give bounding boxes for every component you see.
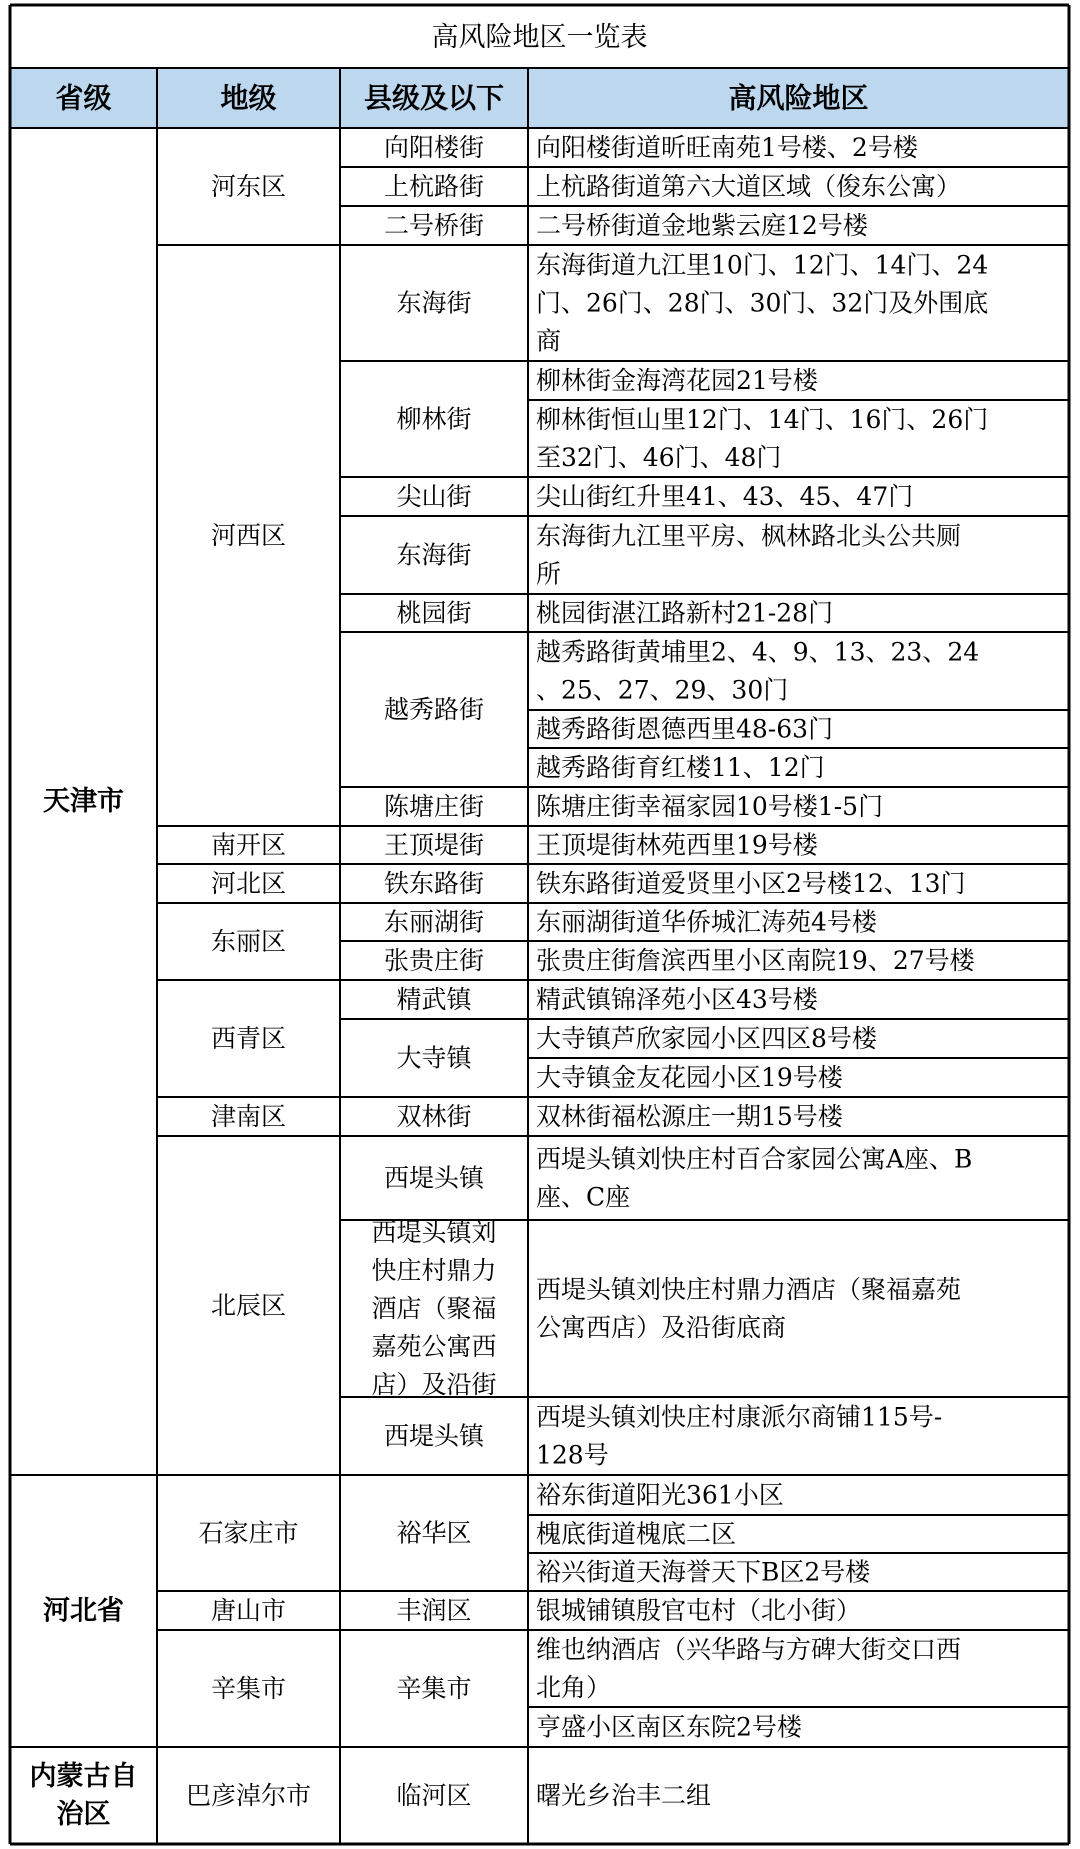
area-cell: 精武镇锦泽苑小区43号楼 bbox=[536, 985, 818, 1014]
county-cell: 大寺镇 bbox=[396, 1043, 472, 1073]
header-background bbox=[10, 68, 1069, 128]
column-header: 省级 bbox=[55, 81, 112, 115]
city-cell: 巴彦淖尔市 bbox=[185, 1781, 312, 1810]
area-cell: 东丽湖街道华侨城汇涛苑4号楼 bbox=[536, 907, 877, 937]
area-cell: 亨盛小区南区东院2号楼 bbox=[536, 1712, 802, 1742]
county-cell: 东海街 bbox=[396, 540, 472, 570]
county-cell: 王顶堤街 bbox=[383, 830, 485, 860]
area-cell: 西堤头镇刘快庄村康派尔商铺115号- bbox=[536, 1402, 943, 1432]
city-cell: 西青区 bbox=[210, 1024, 287, 1053]
county-cell: 西堤头镇 bbox=[383, 1421, 485, 1451]
area-cell: 双林街福松源庄一期15号楼 bbox=[536, 1102, 843, 1131]
area-cell: 至32门、46门、48门 bbox=[536, 443, 782, 472]
county-cell: 柳林街 bbox=[396, 404, 472, 434]
area-cell: 柳林街恒山里12门、14门、16门、26门 bbox=[536, 405, 989, 434]
area-cell: 门、26门、28门、30门、32门及外围底 bbox=[536, 288, 989, 318]
area-cell: 铁东路街道爱贤里小区2号楼12、13门 bbox=[536, 869, 966, 898]
county-cell: 东海街 bbox=[396, 288, 472, 318]
table-title: 高风险地区一览表 bbox=[431, 22, 648, 53]
area-cell: 尖山街红升里41、43、45、47门 bbox=[536, 482, 914, 511]
area-cell: 二号桥街道金地紫云庭12号楼 bbox=[536, 211, 868, 240]
area-cell: 东海街道九江里10门、12门、14门、24 bbox=[536, 250, 989, 280]
city-cell: 石家庄市 bbox=[198, 1518, 299, 1548]
area-cell: 柳林街金海湾花园21号楼 bbox=[536, 366, 818, 395]
city-cell: 河西区 bbox=[210, 521, 287, 550]
county-cell: 店）及沿街 bbox=[371, 1370, 497, 1399]
area-cell: 向阳楼街道昕旺南苑1号楼、2号楼 bbox=[536, 133, 918, 162]
county-cell: 临河区 bbox=[396, 1781, 472, 1810]
province-cell: 天津市 bbox=[43, 786, 124, 817]
county-cell: 东丽湖街 bbox=[383, 907, 485, 937]
county-cell: 嘉苑公寓西 bbox=[371, 1332, 497, 1361]
city-cell: 辛集市 bbox=[210, 1674, 287, 1703]
county-cell: 越秀路街 bbox=[383, 695, 485, 724]
county-cell: 尖山街 bbox=[396, 482, 472, 511]
area-cell: 东海街九江里平房、枫林路北头公共厕 bbox=[536, 521, 962, 551]
area-cell: 公寓西店）及沿街底商 bbox=[536, 1313, 787, 1342]
area-cell: 曙光乡治丰二组 bbox=[536, 1781, 712, 1810]
province-cell: 内蒙古自 bbox=[29, 1761, 138, 1792]
city-cell: 唐山市 bbox=[210, 1596, 287, 1625]
area-cell: 张贵庄街詹滨西里小区南院19、27号楼 bbox=[536, 946, 975, 975]
city-cell: 北辰区 bbox=[210, 1291, 287, 1320]
county-cell: 二号桥街 bbox=[383, 211, 485, 240]
area-cell: 、25、27、29、30门 bbox=[536, 675, 789, 705]
county-cell: 酒店（聚福 bbox=[371, 1294, 497, 1323]
county-cell: 陈塘庄街 bbox=[383, 792, 485, 821]
area-cell: 陈塘庄街幸福家园10号楼1-5门 bbox=[536, 792, 884, 821]
county-cell: 快庄村鼎力 bbox=[371, 1256, 497, 1285]
area-cell: 128号 bbox=[536, 1440, 609, 1470]
area-cell: 裕兴街道天海誉天下B区2号楼 bbox=[536, 1557, 871, 1587]
city-cell: 南开区 bbox=[210, 830, 287, 860]
county-cell: 双林街 bbox=[396, 1102, 472, 1131]
county-cell: 上杭路街 bbox=[383, 172, 485, 201]
area-cell: 银城铺镇殷官屯村（北小街） bbox=[536, 1596, 862, 1625]
area-cell: 西堤头镇刘快庄村鼎力酒店（聚福嘉苑 bbox=[536, 1275, 962, 1304]
area-cell: 座、C座 bbox=[536, 1182, 631, 1212]
county-cell: 精武镇 bbox=[396, 985, 472, 1014]
county-cell: 西堤头镇刘 bbox=[371, 1218, 497, 1247]
county-cell: 西堤头镇 bbox=[383, 1163, 485, 1193]
area-cell: 商 bbox=[536, 326, 562, 356]
area-cell: 槐底街道槐底二区 bbox=[536, 1519, 737, 1549]
area-cell: 所 bbox=[536, 559, 562, 589]
column-header: 地级 bbox=[220, 81, 277, 115]
area-cell: 越秀路街育红楼11、12门 bbox=[536, 753, 825, 782]
province-cell: 治区 bbox=[56, 1799, 111, 1830]
area-cell: 王顶堤街林苑西里19号楼 bbox=[536, 830, 818, 860]
city-cell: 东丽区 bbox=[210, 927, 287, 956]
area-cell: 裕东街道阳光361小区 bbox=[536, 1480, 784, 1510]
area-cell: 上杭路街道第六大道区域（俊东公寓） bbox=[536, 172, 962, 201]
province-cell: 河北省 bbox=[43, 1595, 124, 1627]
city-cell: 河东区 bbox=[210, 172, 287, 201]
area-cell: 北角） bbox=[536, 1673, 612, 1702]
county-cell: 丰润区 bbox=[396, 1596, 472, 1625]
county-cell: 铁东路街 bbox=[383, 869, 485, 898]
county-cell: 桃园街 bbox=[396, 598, 472, 628]
county-cell: 辛集市 bbox=[396, 1674, 472, 1703]
city-cell: 津南区 bbox=[210, 1102, 287, 1131]
area-cell: 越秀路街恩德西里48-63门 bbox=[536, 714, 834, 744]
county-cell: 张贵庄街 bbox=[383, 946, 485, 975]
area-cell: 大寺镇芦欣家园小区四区8号楼 bbox=[536, 1024, 877, 1053]
column-header: 县级及以下 bbox=[363, 81, 505, 115]
area-cell: 西堤头镇刘快庄村百合家园公寓A座、B bbox=[536, 1144, 973, 1174]
county-cell: 向阳楼街 bbox=[383, 133, 485, 162]
area-cell: 桃园街湛江路新村21-28门 bbox=[536, 598, 834, 628]
area-cell: 大寺镇金友花园小区19号楼 bbox=[536, 1063, 843, 1092]
column-header: 高风险地区 bbox=[728, 81, 869, 115]
county-cell: 裕华区 bbox=[396, 1518, 472, 1548]
area-cell: 越秀路街黄埔里2、4、9、13、23、24 bbox=[536, 637, 980, 667]
city-cell: 河北区 bbox=[210, 869, 287, 898]
area-cell: 维也纳酒店（兴华路与方碑大街交口西 bbox=[536, 1635, 962, 1664]
